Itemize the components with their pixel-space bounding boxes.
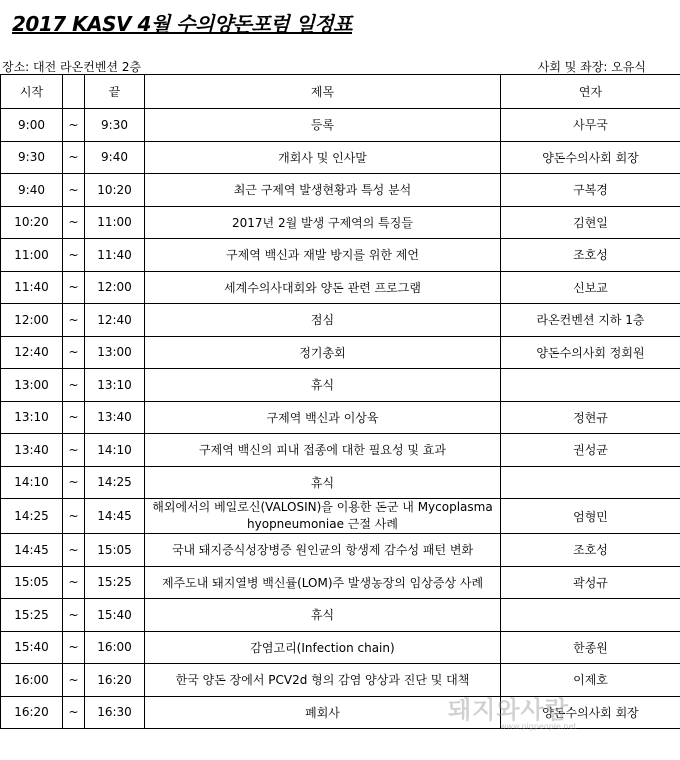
cell-subject: 한국 양돈 장에서 PCV2d 형의 감염 양상과 진단 및 대책: [145, 664, 501, 697]
header-row: [1, 75, 680, 109]
cell-subject: 최근 구제역 발생현황과 특성 분석: [145, 174, 501, 207]
cell-subject: 구제역 백신의 피내 접종에 대한 필요성 및 효과: [145, 434, 501, 467]
cell-sep: ~: [63, 401, 85, 434]
schedule-row: [1, 599, 680, 632]
cell-speaker: 양돈수의사회 회장: [501, 696, 680, 729]
schedule-body: [1, 109, 680, 729]
cell-subject: 휴식: [145, 599, 501, 632]
cell-start: 14:10: [1, 466, 63, 499]
schedule-row: [1, 369, 680, 402]
cell-start: 12:00: [1, 304, 63, 337]
cell-start: 12:40: [1, 336, 63, 369]
cell-start: 13:40: [1, 434, 63, 467]
cell-end: 15:05: [85, 534, 145, 567]
cell-speaker: 사무국: [501, 109, 680, 142]
cell-speaker: 권성균: [501, 434, 680, 467]
cell-subject: 해외에서의 베일로신(VALOSIN)을 이용한 돈군 내 Mycoplasma hyopneumoniae 근절 사례: [145, 499, 501, 534]
cell-speaker: 김현일: [501, 206, 680, 239]
schedule-row: [1, 434, 680, 467]
cell-sep: ~: [63, 304, 85, 337]
cell-end: 14:10: [85, 434, 145, 467]
cell-start: 16:00: [1, 664, 63, 697]
cell-sep: ~: [63, 239, 85, 272]
cell-sep: ~: [63, 109, 85, 142]
cell-start: 13:10: [1, 401, 63, 434]
cell-start: 11:40: [1, 271, 63, 304]
cell-end: 13:10: [85, 369, 145, 402]
cell-subject: 점심: [145, 304, 501, 337]
schedule-row: [1, 239, 680, 272]
cell-sep: ~: [63, 566, 85, 599]
cell-end: 14:45: [85, 499, 145, 534]
cell-end: 9:30: [85, 109, 145, 142]
cell-subject: 휴식: [145, 466, 501, 499]
cell-sep: ~: [63, 434, 85, 467]
cell-sep: ~: [63, 534, 85, 567]
cell-end: 16:20: [85, 664, 145, 697]
page-title: 2017 KASV 4월 수의양돈포럼 일정표: [12, 12, 352, 36]
cell-speaker: 한종원: [501, 631, 680, 664]
schedule-row: [1, 534, 680, 567]
chair-text: 사회 및 좌장: 오유식: [537, 60, 646, 74]
schedule-row: [1, 401, 680, 434]
cell-start: 10:20: [1, 206, 63, 239]
cell-sep: ~: [63, 141, 85, 174]
watermark-logo: 돼지와사람: [448, 696, 569, 724]
cell-subject: 등록: [145, 109, 501, 142]
cell-end: 11:40: [85, 239, 145, 272]
cell-sep: ~: [63, 206, 85, 239]
cell-subject: 폐회사: [145, 696, 501, 729]
cell-end: 16:00: [85, 631, 145, 664]
cell-end: 9:40: [85, 141, 145, 174]
venue-text: 장소: 대전 라온컨벤션 2층: [2, 60, 142, 74]
cell-start: 11:00: [1, 239, 63, 272]
cell-speaker: [501, 599, 680, 632]
schedule-table: [0, 74, 680, 729]
cell-subject: 구제역 백신과 재발 방지를 위한 제언: [145, 239, 501, 272]
cell-end: 12:00: [85, 271, 145, 304]
cell-speaker: 양돈수의사회 정회원: [501, 336, 680, 369]
cell-subject: 제주도내 돼지열병 백신률(LOM)주 발생농장의 임상증상 사례: [145, 566, 501, 599]
cell-speaker: [501, 369, 680, 402]
cell-end: 13:40: [85, 401, 145, 434]
cell-start: 15:25: [1, 599, 63, 632]
cell-sep: ~: [63, 174, 85, 207]
schedule-row: [1, 631, 680, 664]
cell-end: 15:25: [85, 566, 145, 599]
cell-start: 9:00: [1, 109, 63, 142]
schedule-row: [1, 336, 680, 369]
cell-subject: 구제역 백신과 이상육: [145, 401, 501, 434]
cell-sep: ~: [63, 466, 85, 499]
cell-subject: 개회사 및 인사말: [145, 141, 501, 174]
header-subject: 제목: [145, 75, 501, 109]
schedule-row: [1, 664, 680, 697]
cell-sep: ~: [63, 369, 85, 402]
header-end: 끝: [85, 75, 145, 109]
cell-subject: 국내 돼지증식성장병증 원인균의 항생제 감수성 패턴 변화: [145, 534, 501, 567]
cell-end: 15:40: [85, 599, 145, 632]
cell-subject: 휴식: [145, 369, 501, 402]
cell-sep: ~: [63, 599, 85, 632]
schedule-row: [1, 174, 680, 207]
cell-subject: 감염고리(Infection chain): [145, 631, 501, 664]
cell-speaker: 곽성규: [501, 566, 680, 599]
cell-end: 10:20: [85, 174, 145, 207]
cell-speaker: 신보교: [501, 271, 680, 304]
cell-speaker: 이제호: [501, 664, 680, 697]
cell-end: 12:40: [85, 304, 145, 337]
cell-speaker: 구복경: [501, 174, 680, 207]
cell-speaker: 라온컨벤션 지하 1층: [501, 304, 680, 337]
cell-start: 15:40: [1, 631, 63, 664]
cell-sep: ~: [63, 631, 85, 664]
cell-start: 15:05: [1, 566, 63, 599]
cell-start: 9:40: [1, 174, 63, 207]
cell-start: 9:30: [1, 141, 63, 174]
cell-speaker: 엄형민: [501, 499, 680, 534]
cell-speaker: 정현규: [501, 401, 680, 434]
cell-speaker: 조호성: [501, 534, 680, 567]
cell-speaker: [501, 466, 680, 499]
cell-end: 11:00: [85, 206, 145, 239]
cell-speaker: 조호성: [501, 239, 680, 272]
watermark-url: www.pigpeople.net: [500, 722, 577, 731]
cell-start: 16:20: [1, 696, 63, 729]
cell-end: 14:25: [85, 466, 145, 499]
cell-end: 16:30: [85, 696, 145, 729]
cell-start: 14:45: [1, 534, 63, 567]
cell-speaker: 양돈수의사회 회장: [501, 141, 680, 174]
cell-subject: 2017년 2월 발생 구제역의 특징들: [145, 206, 501, 239]
cell-sep: ~: [63, 336, 85, 369]
schedule-row: [1, 271, 680, 304]
cell-sep: ~: [63, 664, 85, 697]
schedule-row: [1, 566, 680, 599]
cell-end: 13:00: [85, 336, 145, 369]
cell-sep: ~: [63, 499, 85, 534]
cell-sep: ~: [63, 271, 85, 304]
schedule-row: [1, 141, 680, 174]
cell-sep: ~: [63, 696, 85, 729]
cell-subject: 세계수의사대회와 양돈 관련 프로그램: [145, 271, 501, 304]
schedule-row: [1, 304, 680, 337]
header-sep: [63, 75, 85, 109]
cell-start: 13:00: [1, 369, 63, 402]
schedule-row: [1, 109, 680, 142]
schedule-row: [1, 206, 680, 239]
schedule-row: [1, 499, 680, 534]
header-start: 시작: [1, 75, 63, 109]
cell-subject: 정기총회: [145, 336, 501, 369]
cell-start: 14:25: [1, 499, 63, 534]
schedule-row: [1, 466, 680, 499]
schedule-row: [1, 696, 680, 729]
header-speaker: 연자: [501, 75, 680, 109]
